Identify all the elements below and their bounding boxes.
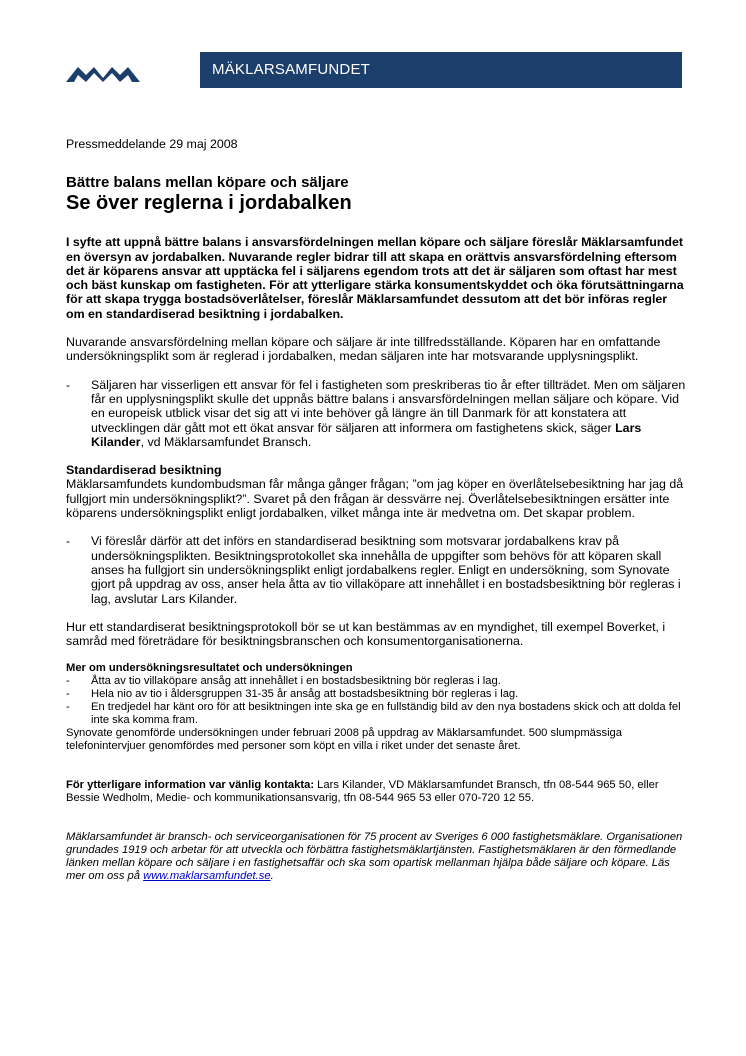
brand-name: MÄKLARSAMFUNDET bbox=[212, 61, 371, 78]
list-item-text: En tredjedel har känt oro för att besiktningen inte ska ge en fullständig bild av den nya bostadens skick och att dolda fel inte ska komma fram. bbox=[91, 701, 681, 727]
contact-text: Lars Kilander, VD Mäklarsamfundet Bransch, tfn 08-544 965 50, eller Bessie Wedholm, Medie- och kommunikationsansvarig, tfn 08-544 965 53 eller 070-720 12 55. bbox=[66, 779, 659, 805]
quote-kilander-1 bbox=[66, 378, 686, 449]
subtitle: Bättre balans mellan köpare och säljare bbox=[66, 174, 349, 192]
dash-marker: - bbox=[66, 377, 71, 392]
dash-marker: - bbox=[66, 534, 71, 549]
release-date: Pressmeddelande 29 maj 2008 bbox=[66, 137, 238, 151]
page-title: Se över reglerna i jordabalken bbox=[66, 192, 352, 215]
list-item-text: Åtta av tio villaköpare ansåg att innehållet i en bostadsbesiktning bör regleras i lag. bbox=[91, 675, 501, 688]
quote-body: Säljaren har visserligen ett ansvar för fel i fastigheten som preskriberas tio år efter tillträdet. Men om säljaren får en upplysningsplikt skulle det uppnås bättre balans i ansvarsfördelningen mellan säljare och köpare. Vid en europeisk utblick visar det sig att vi inte behöver gå längre än till Danmark för att konstatera att utvecklingen där gått mot ett ökat ansvar för säljaren att informera om fastighetens skick, säger bbox=[91, 377, 686, 435]
quote-speaker: Lars Kilander bbox=[91, 420, 642, 449]
dash-marker: - bbox=[66, 701, 70, 714]
protocol-paragraph: Hur ett standardiserat besiktningsprotokoll bör se ut kan bestämmas av en myndighet, till exempel Boverket, i samråd med företrädare för besiktningsbranschen och konsumentorganisationerna. bbox=[66, 619, 666, 649]
dash-marker: - bbox=[66, 675, 70, 688]
footer-end: . bbox=[270, 870, 274, 883]
quote-text bbox=[91, 378, 686, 449]
list-item-text: Hela nio av tio i åldersgruppen 31-35 år ansåg att bostadsbesiktning bör regleras i lag. bbox=[91, 688, 519, 701]
brand-banner bbox=[200, 52, 682, 88]
footer-text: Mäklarsamfundet är bransch- och serviceorganisationen för 75 procent av Sveriges 6 000 fastighetsmäklare. Organisationen grundades 1919 och arbetar för att utveckla och förbättra fastighetsmäklartjänsten. Fastighetsmäklaren är den förmedlande länken mellan köpare och säljare i en fastighetsaffär och ska som opartisk mellanman hjälpa både säljare och köpare. Läs mer om oss på bbox=[66, 831, 683, 883]
section-paragraph: Mäklarsamfundets kundombudsman får många gånger frågan; ”om jag köper en överlåtelsebesiktning har jag då fullgjort min undersökningsplikt?”. Svaret på den frågan är dessvärre nej. Överlåtelsebesiktningen ersätter inte köparens undersökningsplikt enligt jordabalken, vilket många inte är medvetna om. Det skapar problem. bbox=[66, 477, 684, 521]
survey-section bbox=[66, 662, 686, 753]
list-item bbox=[66, 675, 686, 688]
contact-info bbox=[66, 779, 686, 805]
list-item bbox=[66, 701, 686, 727]
quote-text: Vi föreslår därför att det införs en standardiserad besiktning som motsvarar jordabalkens krav på undersökningsplikten. Besiktningsprotokollet ska innehålla de uppgifter som behövs för att köparen skall anses ha fullgjort sin undersökningsplikt enligt jordabalkens regler. Enligt en undersökning, som Synovate gjort på uppdrag av oss, anser hela åtta av tio villaköpare att innehållet i en bostadsbesiktning bör regleras i lag, avslutar Lars Kilander. bbox=[91, 534, 681, 606]
dash-marker: - bbox=[66, 688, 70, 701]
list-item bbox=[66, 688, 686, 701]
lead-paragraph: I syfte att uppnå bättre balans i ansvarsfördelningen mellan köpare och säljare föreslår Mäklarsamfundet en översyn av jordabalken. Nuvarande regler bidrar till att skapa en orättvis ansvarsfördelning eftersom det är köparens ansvar att upptäcka fel i säljarens egendom trots att det är säljaren som oftast har mest och bäst kunskap om fastigheten. För att ytterligare stärka konsumentskyddet och öka förutsättningarna för att skapa trygga bostadsöverlåtelser, föreslår Mäklarsamfundet dessutom att det bör införas regler om en standardiserad besiktning i jordabalken. bbox=[66, 235, 684, 321]
section-heading: Standardiserad besiktning bbox=[66, 463, 222, 478]
footer-boilerplate bbox=[66, 831, 686, 883]
press-release bbox=[66, 137, 686, 883]
survey-heading: Mer om undersökningsresultatet och undersökningen bbox=[66, 662, 353, 675]
quote-kilander-2 bbox=[66, 534, 686, 605]
quote-suffix: , vd Mäklarsamfundet Bransch. bbox=[140, 434, 312, 449]
intro-paragraph: Nuvarande ansvarsfördelning mellan köpare och säljare är inte tillfredsställande. Köparen har en omfattande undersökningsplikt som är reglerad i jordabalken, medan säljaren inte har motsvarande upplysningsplikt. bbox=[66, 335, 661, 364]
contact-label: För ytterligare information var vänlig kontakta: bbox=[66, 779, 315, 792]
website-link[interactable]: www.maklarsamfundet.se bbox=[143, 870, 271, 883]
survey-method: Synovate genomförde undersökningen under februari 2008 på uppdrag av Mäklarsamfundet. 500 slumpmässiga telefonintervjuer genomfördes med personer som köpt en villa i riket under det senaste året. bbox=[66, 727, 622, 753]
maklarsamfundet-logo-icon bbox=[66, 64, 140, 82]
